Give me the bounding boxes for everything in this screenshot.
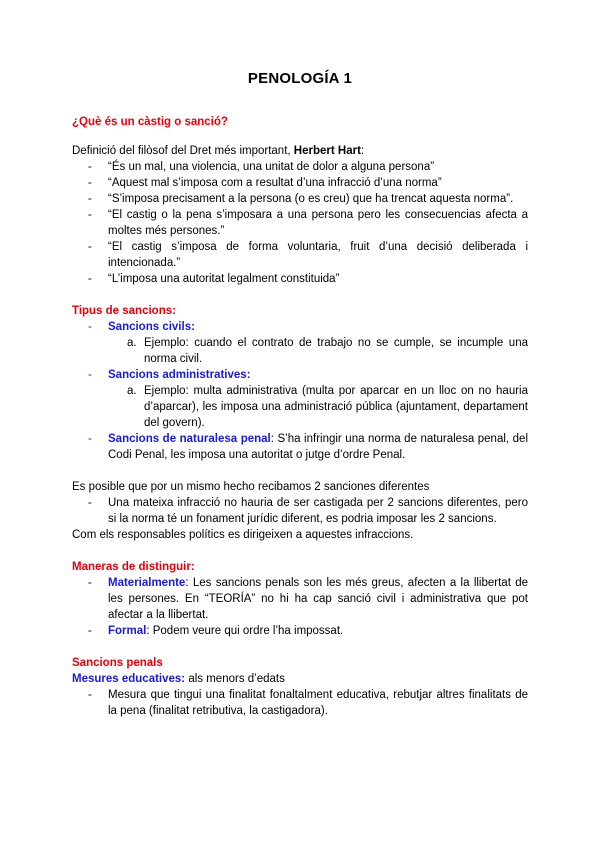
bullet-dash: -: [88, 433, 92, 445]
bullet-dash: -: [88, 577, 92, 589]
list-item-text: Una mateixa infracció no hauria de ser castigada per 2 sancions diferentes, pero si la norma té un fonament jurídic diferent, es podria imposar les 2 sancions.: [108, 497, 528, 525]
educational-measures-label: Mesures educatives:: [72, 673, 186, 685]
heading-ways-to-distinguish: Maneras de distinguir:: [72, 561, 195, 573]
hart-definition-list: [72, 159, 528, 287]
civil-sublist: [72, 335, 528, 367]
bullet-dash: -: [88, 321, 92, 333]
bullet-dash: -: [88, 497, 92, 509]
heading-what-is-punishment: ¿Què és un càstig o sanció?: [72, 116, 228, 128]
sanction-type-admin: [72, 367, 528, 431]
educational-measures-list: [72, 687, 528, 719]
alpha-marker: a.: [127, 385, 137, 397]
admin-sublist: [72, 383, 528, 431]
civil-example-text: Ejemplo: cuando el contrato de trabajo no se cumple, se incumple una norma civil.: [144, 337, 528, 365]
distinguish-material: [72, 575, 528, 623]
material-text: : Les sancions penals son les més greus, afecten a la llibertat de les persones. En “TEORÍA” no hi ha cap sanció civil i administrativa que pot afectar a la llibertat.: [108, 577, 528, 621]
list-item-text: Mesura que tingui una finalitat fonaltalment educativa, rebutjar altres finalitats de la pena (finalitat retributiva, la castigadora).: [108, 689, 528, 717]
admin-label: Sancions administratives:: [108, 369, 251, 381]
list-item-text: “El castig o la pena s’imposara a una persona pero les consecuencias afecta a moltes més persones.”: [108, 209, 528, 237]
list-item-text: “Aquest mal s’imposa com a resultat d’una infracció d’una norma”: [108, 177, 442, 189]
list-item: [72, 495, 528, 527]
bullet-dash: -: [88, 177, 92, 189]
list-item: [72, 175, 528, 191]
formal-text: : Podem veure qui ordre l’ha impossat.: [146, 625, 344, 637]
bullet-dash: -: [88, 369, 92, 381]
double-sanction-line: Es posible que por un mismo hecho recibamos 2 sanciones diferentes: [72, 481, 430, 493]
list-item-text: “És un mal, una violencia, una unitat de dolor a alguna persona”: [108, 161, 435, 173]
educational-measures-text: als menors d’edats: [185, 673, 285, 685]
political-responsibles-line: Com els responsables polítics es dirigeixen a aquestes infraccions.: [72, 529, 414, 541]
list-item: [72, 191, 528, 207]
bullet-dash: -: [88, 209, 92, 221]
list-item: [72, 239, 528, 271]
bullet-dash: -: [88, 241, 92, 253]
civil-example: [108, 335, 528, 367]
bullet-dash: -: [88, 625, 92, 637]
admin-example-text: Ejemplo: multa administrativa (multa por aparcar en un lloc on no hauria d’aparcar), les imposa una administració pública (ajuntament, departament del govern).: [144, 385, 528, 429]
intro-colon: :: [360, 145, 365, 157]
list-item-text: “El castig s’imposa de forma voluntaria, fruit d’una decisió deliberada i intencionada.”: [108, 241, 528, 269]
sanction-types-list: [72, 319, 528, 463]
distinguish-formal: [72, 623, 528, 639]
formal-label: Formal: [108, 625, 147, 637]
sanction-type-civil: [72, 319, 528, 367]
admin-example: [108, 383, 528, 431]
material-label: Materialmente: [108, 577, 186, 589]
list-item: [72, 159, 528, 175]
bullet-dash: -: [88, 273, 92, 285]
double-sanction-list: [72, 495, 528, 527]
page-title: PENOLOGÍA 1: [247, 70, 353, 87]
bullet-dash: -: [88, 689, 92, 701]
alpha-marker: a.: [127, 337, 137, 349]
list-item: [72, 271, 528, 287]
list-item-text: “L’imposa una autoritat legalment constituida”: [108, 273, 340, 285]
civil-label: Sancions civils:: [108, 321, 195, 333]
educational-measures-line: [72, 671, 528, 687]
list-item-text: “S’imposa precisament a la persona (o es creu) que ha trencat aquesta norma”.: [108, 193, 514, 205]
hart-definition-intro: [72, 143, 528, 159]
heading-penal-sanctions: Sancions penals: [72, 657, 163, 669]
list-item: [72, 207, 528, 239]
penal-text: : S’ha infringir una norma de naturalesa penal, del Codi Penal, les imposa una autoritat o jutge d’ordre Penal.: [108, 433, 528, 461]
hart-name: Herbert Hart: [293, 145, 361, 157]
distinguish-list: [72, 575, 528, 639]
bullet-dash: -: [88, 161, 92, 173]
penal-label: Sancions de naturalesa penal: [108, 433, 271, 445]
bullet-dash: -: [88, 193, 92, 205]
list-item: [72, 687, 528, 719]
intro-text: Definició del filòsof del Dret més important,: [72, 145, 294, 157]
heading-sanction-types: Tipus de sancions:: [72, 305, 176, 317]
sanction-type-penal: [72, 431, 528, 463]
